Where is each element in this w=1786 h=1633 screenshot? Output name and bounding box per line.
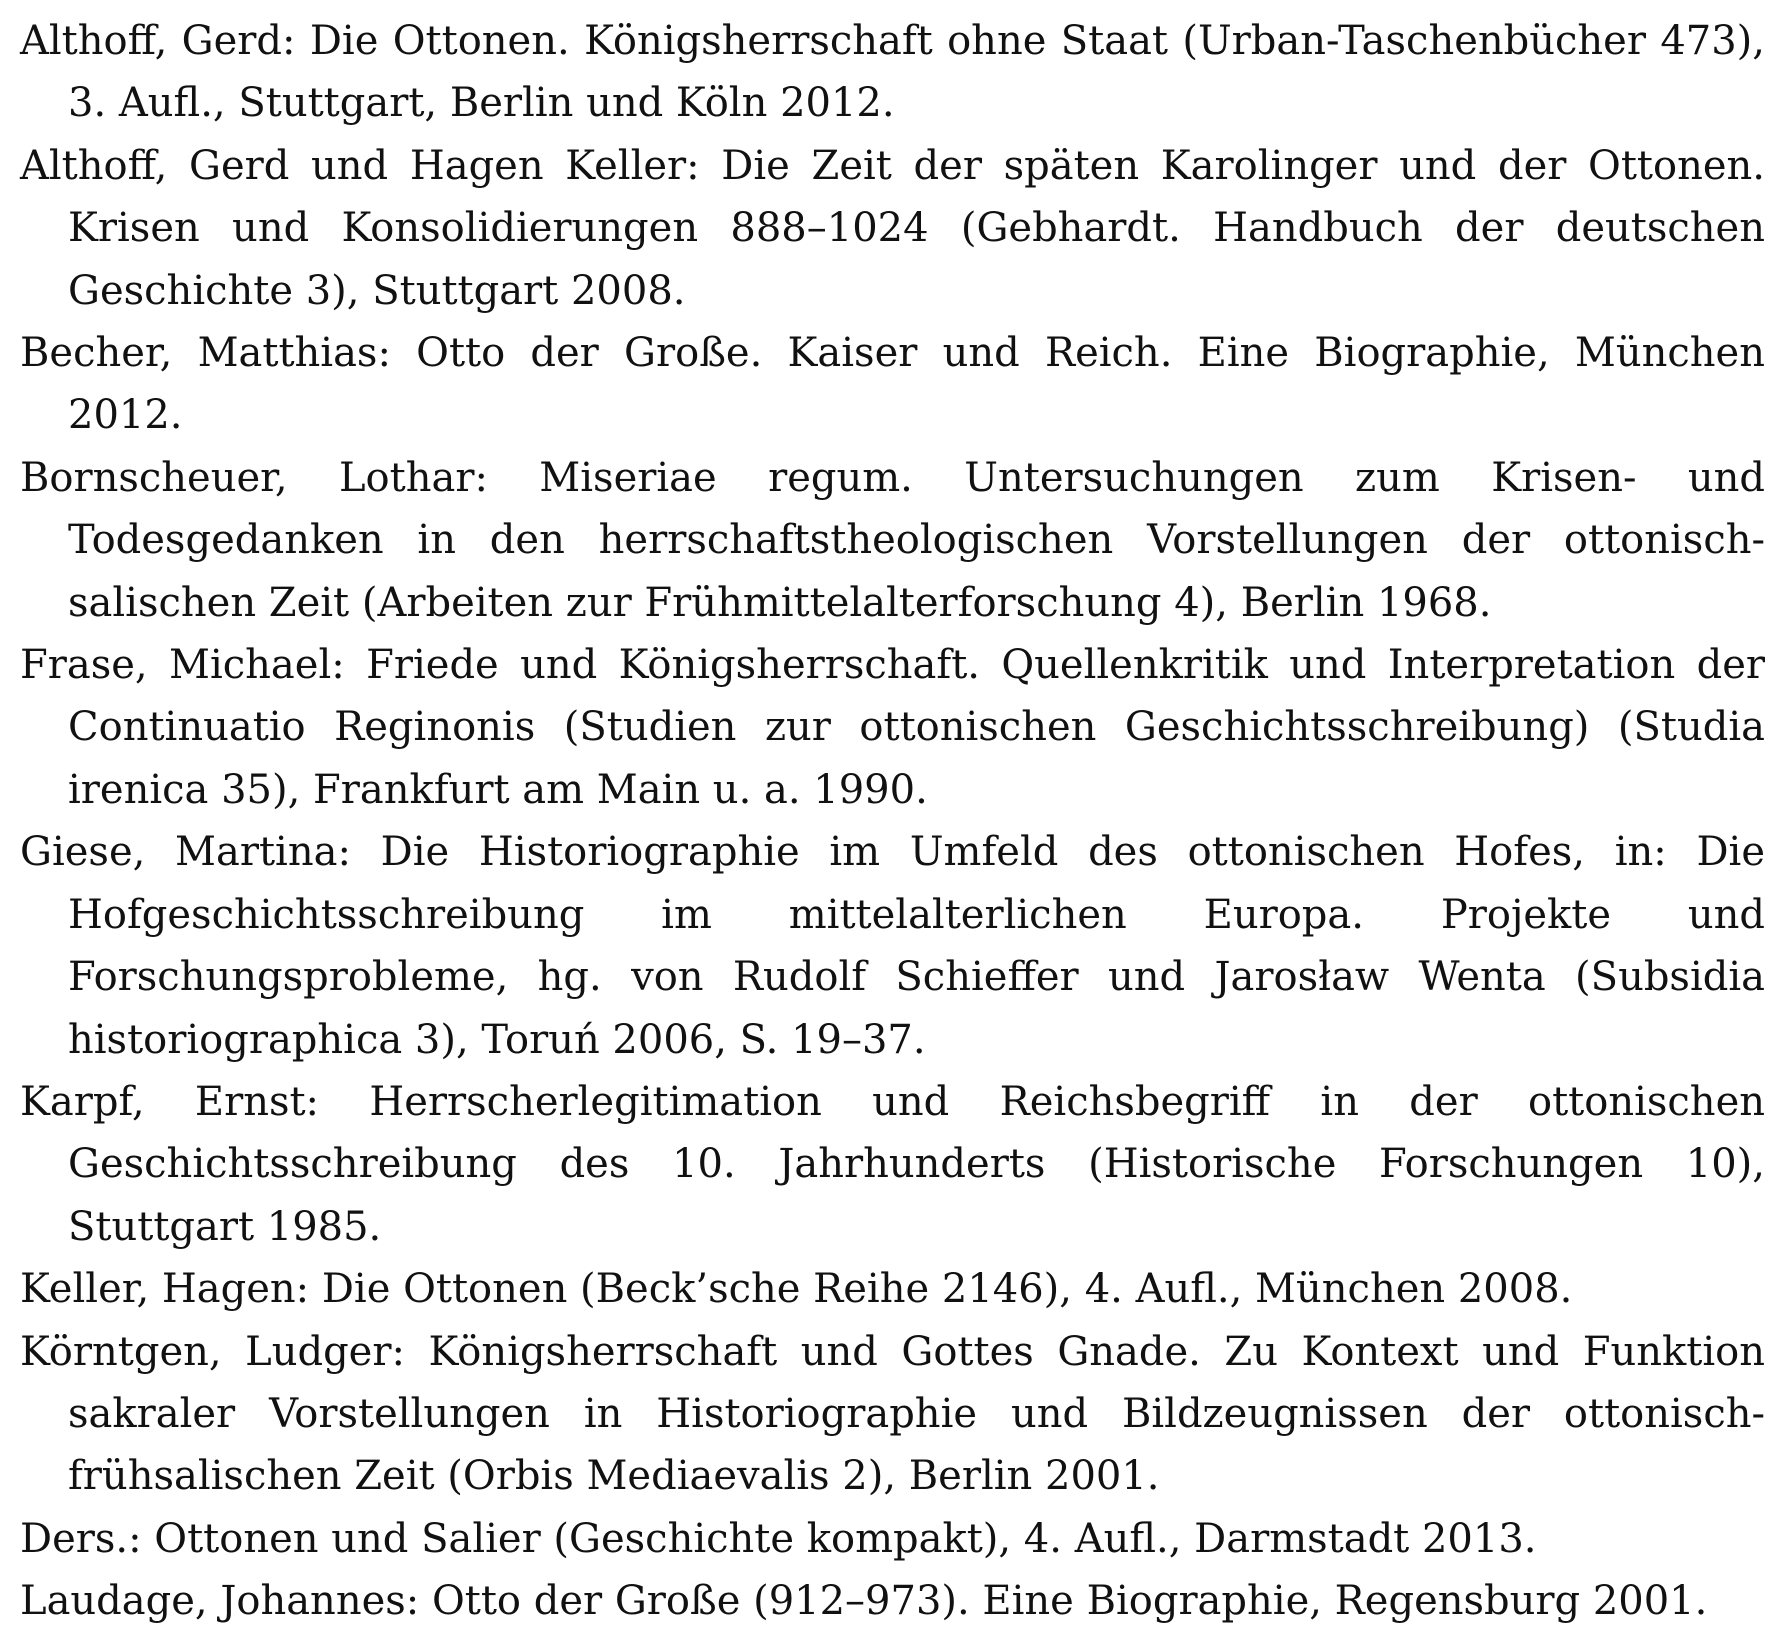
bibliography-entry-becher: Becher, Matthias: Otto der Große. Kaiser und Reich. Eine Biographie, München 2012. (20, 330, 1765, 439)
bibliography-entry-althoff-keller: Althoff, Gerd und Hagen Keller: Die Zeit der späten Karolinger und der Ottonen. Krisen und Konsolidierungen 888–1024 (Gebhardt. Handbuch der deutschen Geschichte 3), Stuttgart 2008. (20, 142, 1765, 314)
bibliography-list (20, 10, 1765, 1633)
bibliography-entry-keller: Keller, Hagen: Die Ottonen (Beck’sche Reihe 2146), 4. Aufl., München 2008. (20, 1266, 1573, 1313)
bibliography-entry-karpf: Karpf, Ernst: Herrscherlegitimation und Reichsbegriff in der ottonischen Geschichtsschreibung des 10. Jahrhunderts (Historische Forschungen 10), Stuttgart 1985. (20, 1078, 1765, 1250)
bibliography-entry-althoff-ottonen: Althoff, Gerd: Die Ottonen. Königsherrschaft ohne Staat (Urban-Taschenbücher 473), 3. Aufl., Stuttgart, Berlin und Köln 2012. (20, 18, 1765, 127)
bibliography-entry-bornscheuer: Bornscheuer, Lothar: Miseriae regum. Untersuchungen zum Krisen- und Todesgedanken in den herrschaftstheologischen Vorstellungen der ottonisch-salischen Zeit (Arbeiten zur Frühmittelalterforschung 4), Berlin 1968. (20, 454, 1765, 626)
bibliography-entry-laudage: Laudage, Johannes: Otto der Große (912–973). Eine Biographie, Regensburg 2001. (20, 1578, 1708, 1625)
bibliography-entry-giese: Giese, Martina: Die Historiographie im Umfeld des ottonischen Hofes, in: Die Hofgeschichtsschreibung im mittelalterlichen Europa. Projekte und Forschungsprobleme, hg. von Rudolf Schieffer und Jarosław Wenta (Subsidia historiographica 3), Toruń 2006, S. 19–37. (20, 829, 1765, 1063)
bibliography-entry-koerntgen: Körntgen, Ludger: Königsherrschaft und Gottes Gnade. Zu Kontext und Funktion sakraler Vorstellungen in Historiographie und Bildzeugnissen der ottonisch-frühsalischen Zeit (Orbis Mediaevalis 2), Berlin 2001. (20, 1328, 1765, 1500)
bibliography-entry-ders: Ders.: Ottonen und Salier (Geschichte kompakt), 4. Aufl., Darmstadt 2013. (20, 1515, 1537, 1562)
bibliography-entry-frase: Frase, Michael: Friede und Königsherrschaft. Quellenkritik und Interpretation der Continuatio Reginonis (Studien zur ottonischen Geschichtsschreibung) (Studia irenica 35), Frankfurt am Main u. a. 1990. (20, 642, 1765, 813)
